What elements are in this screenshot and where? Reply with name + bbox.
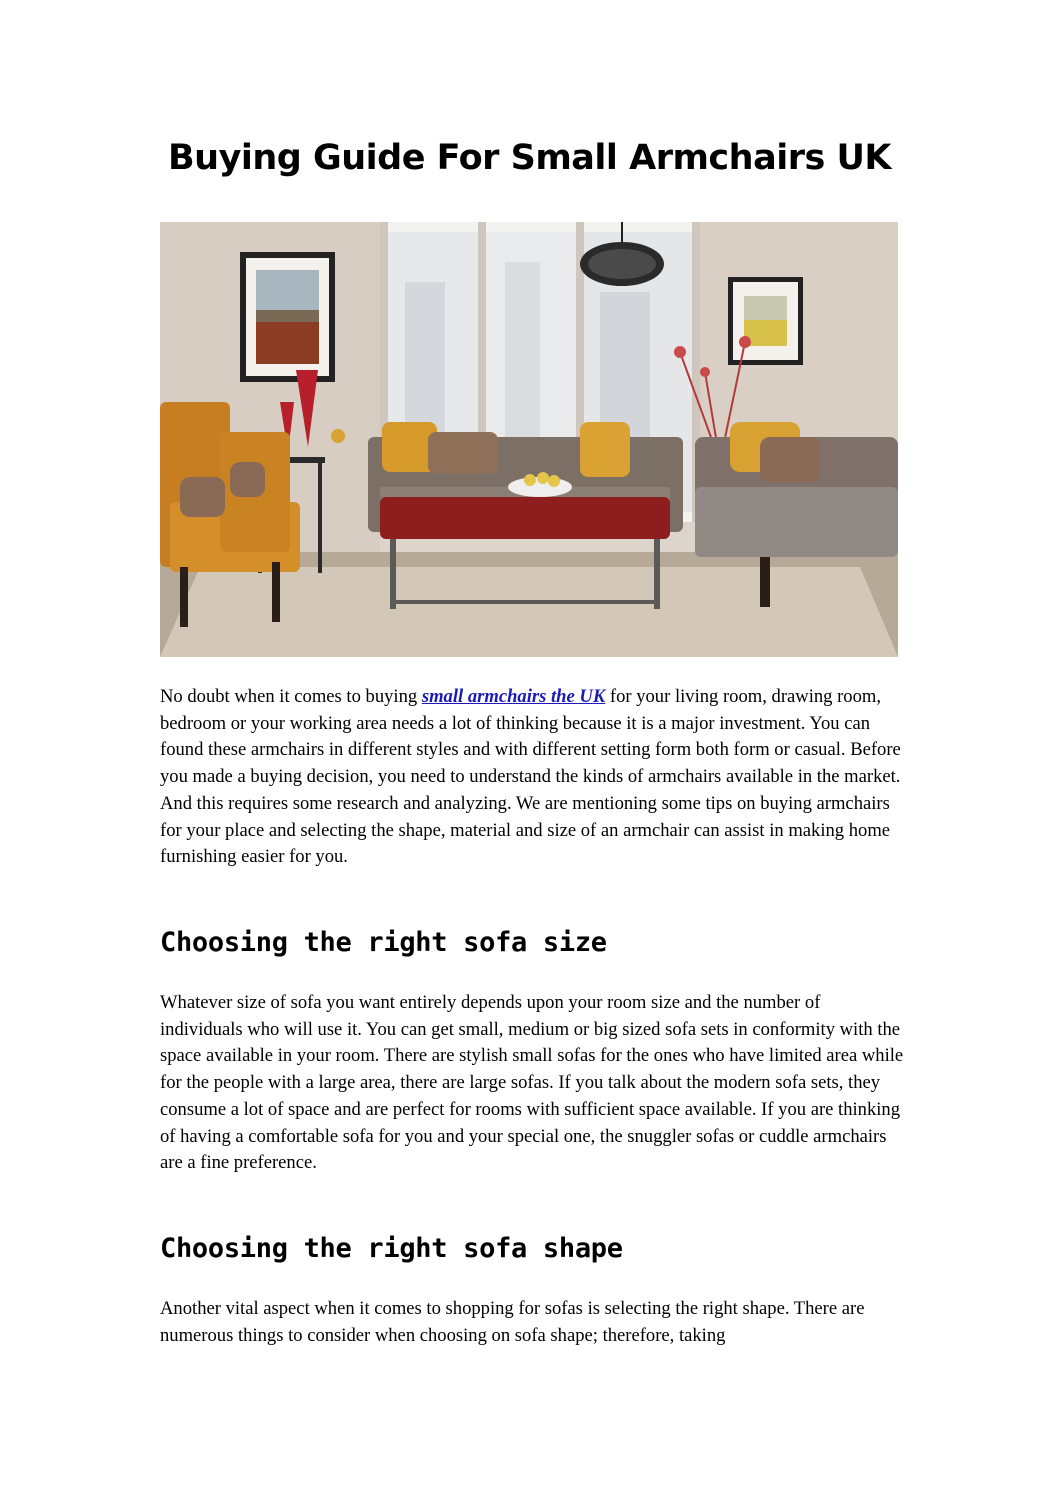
section-body-sofa-shape: Another vital aspect when it comes to shopping for sofas is selecting the right shape. There are numerous things to consider when choosing on sofa shape; therefore, taking [160, 1298, 865, 1346]
intro-text-before-link: No doubt when it comes to buying [160, 686, 422, 707]
page-title: Buying Guide For Small Armchairs UK [167, 138, 892, 178]
section-body-sofa-size: Whatever size of sofa you want entirely depends upon your room size and the number of individuals who will use it. You can get small, medium or big sized sofa sets in conformity with the space available in your room. There are stylish small sofas for the ones who have limited area while for the people with a large area, there are large sofas. If you talk about the modern sofa sets, they consume a lot of space and are perfect for rooms with sufficient space available. If you are thinking of having a comfortable sofa for you and your special one, the snuggler sofas or cuddle armchairs are a fine preference. [160, 992, 904, 1174]
living-room-illustration [160, 222, 898, 657]
section-heading-sofa-shape: Choosing the right sofa shape [160, 1233, 623, 1264]
section-heading-sofa-size: Choosing the right sofa size [160, 927, 607, 958]
small-armchairs-link[interactable]: small armchairs the UK [421, 686, 606, 707]
intro-paragraph [160, 684, 905, 871]
living-room-photo [160, 222, 898, 657]
intro-text-after-link: for your living room, drawing room, bedroom or your working area needs a lot of thinking because it is a major investment. You can found these armchairs in different styles and with different setting form both form or casual. Before you made a buying decision, you need to understand the kinds of armchairs available in the market. And this requires some research and analyzing. We are mentioning some tips on buying armchairs for your place and selecting the shape, material and size of an armchair can assist in making home furnishing easier for you. [160, 686, 901, 868]
